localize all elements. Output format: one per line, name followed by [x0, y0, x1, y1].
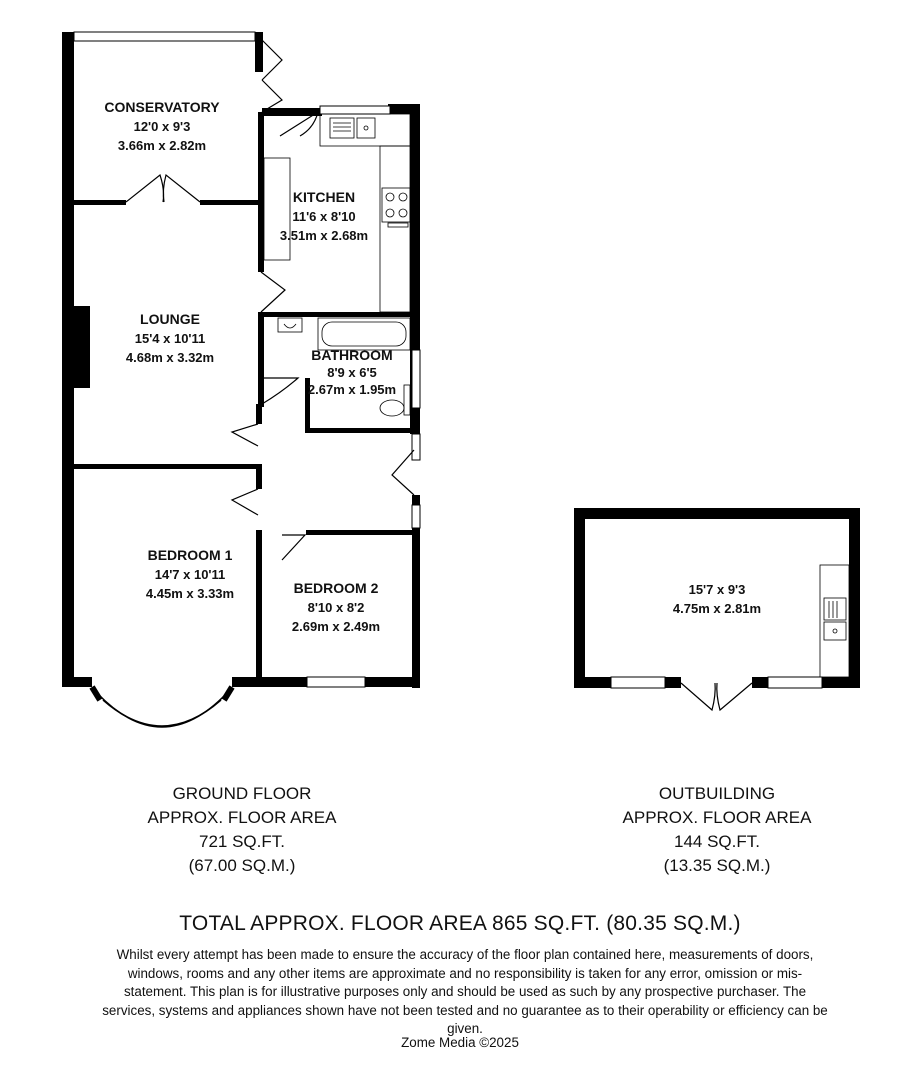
room-dimensions-metric: 3.51m x 2.68m [279, 228, 369, 243]
ground-floor-sqm: (67.00 SQ.M.) [188, 856, 296, 875]
room-label-outbuilding [673, 582, 761, 616]
outbuilding-sqft: 144 SQ.FT. [674, 832, 760, 851]
outbuilding-area-label: APPROX. FLOOR AREA [622, 808, 812, 827]
outbuilding-sqm: (13.35 SQ.M.) [663, 856, 771, 875]
outbuilding-title: OUTBUILDING [658, 784, 776, 803]
room-label-bedroom-2 [292, 580, 380, 634]
room-label-lounge [126, 311, 214, 365]
ground-floor-sqft: 721 SQ.FT. [199, 832, 285, 851]
room-label-conservatory [104, 99, 220, 153]
room-label-bedroom-1 [146, 547, 234, 601]
outbuilding-fittings [820, 565, 849, 677]
room-name: BEDROOM 1 [147, 547, 233, 563]
room-name: BEDROOM 2 [293, 580, 379, 596]
room-name: KITCHEN [292, 189, 356, 205]
ground-floor-title: GROUND FLOOR [172, 784, 312, 803]
room-dimensions-imperial: 11'6 x 8'10 [292, 209, 356, 224]
room-dimensions-imperial: 14'7 x 10'11 [154, 567, 226, 582]
room-dimensions-imperial: 15'4 x 10'11 [134, 331, 206, 346]
room-dimensions-imperial: 8'10 x 8'2 [307, 600, 365, 615]
room-dimensions-imperial: 8'9 x 6'5 [327, 365, 377, 380]
room-dimensions-metric: 4.75m x 2.81m [672, 601, 762, 616]
room-dimensions-metric: 3.66m x 2.82m [117, 138, 207, 153]
room-dimensions-imperial: 12'0 x 9'3 [133, 119, 191, 134]
room-label-kitchen [280, 189, 368, 243]
interior-walls [74, 112, 416, 685]
room-dimensions-metric: 2.67m x 1.95m [307, 382, 397, 397]
room-name: BATHROOM [311, 347, 393, 363]
room-dimensions-metric: 2.69m x 2.49m [291, 619, 381, 634]
room-label-bathroom [308, 347, 396, 397]
outbuilding-doors [681, 683, 752, 710]
room-dimensions-metric: 4.45m x 3.33m [145, 586, 235, 601]
room-name: LOUNGE [140, 311, 200, 327]
room-dimensions-metric: 4.68m x 3.32m [125, 350, 215, 365]
outbuilding-summary [577, 782, 857, 878]
copyright-notice: Zome Media ©2025 [401, 1035, 519, 1050]
outbuilding-walls [574, 508, 860, 688]
room-dimensions-imperial: 15'7 x 9'3 [688, 582, 746, 597]
ground-floor-summary [102, 782, 382, 878]
room-name: CONSERVATORY [104, 99, 220, 115]
disclaimer-text: Whilst every attempt has been made to ensure the accuracy of the floor plan contained here, measurements of doors, windows, rooms and any other items are approximate and no responsibility is taken for any error, omission or mis-statement. This plan is for illustrative purposes only and should be used as such by any prospective purchaser. The services, systems and appliances shown have not been tested and no guarantee as to their operability or efficiency can be given. [102, 947, 828, 1036]
bay-window [92, 687, 232, 727]
total-floor-area: TOTAL APPROX. FLOOR AREA 865 SQ.FT. (80.35 SQ.M.) [179, 912, 741, 935]
ground-floor-area-label: APPROX. FLOOR AREA [147, 808, 337, 827]
